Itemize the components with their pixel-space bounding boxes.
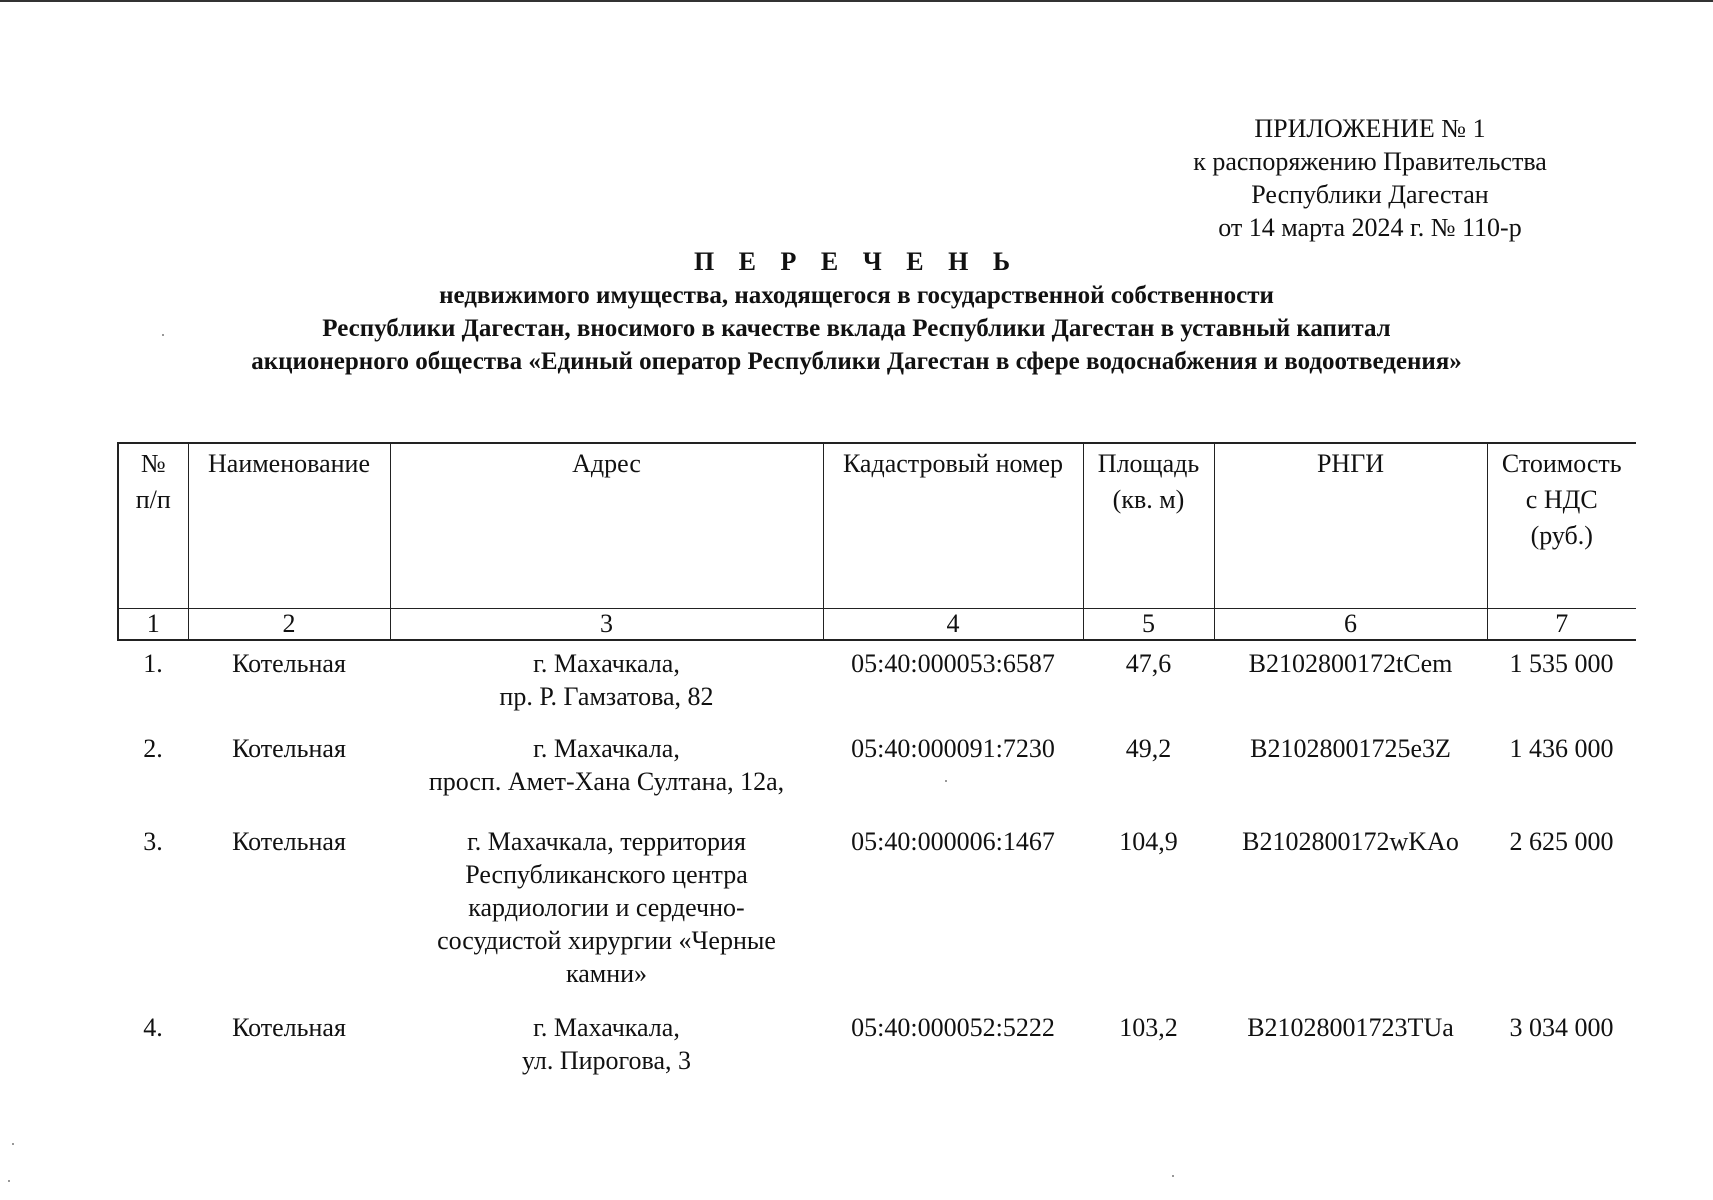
address-line: г. Махачкала, (533, 734, 680, 763)
subtitle-line-3: акционерного общества «Единый оператор Республики Дагестан в сфере водоснабжения и водоотведения» (251, 348, 1462, 375)
row-cost: 2 625 000 (1509, 827, 1614, 856)
row-cost: 1 535 000 (1509, 649, 1614, 678)
table-header-row (118, 443, 1636, 609)
column-number: 3 (390, 609, 823, 641)
row-name: Котельная (232, 649, 346, 678)
row-number: 3. (143, 827, 163, 856)
header-address-label: Адрес (572, 449, 641, 478)
header-rngi (1214, 443, 1487, 609)
header-name-label: Наименование (208, 449, 370, 478)
appendix-order-ref: к распоряжению Правительства (1193, 147, 1547, 176)
address-line: просп. Амет-Хана Султана, 12а, (428, 767, 785, 796)
header-cadastral (823, 443, 1083, 609)
row-address (390, 1005, 823, 1085)
header-cost-vat: с НДС (1525, 485, 1598, 514)
header-address (390, 443, 823, 609)
row-name: Котельная (232, 1013, 346, 1042)
header-rngi-label: РНГИ (1316, 449, 1385, 478)
scan-speck (12, 1143, 14, 1145)
address-line: г. Махачкала, территория (467, 827, 746, 856)
row-number: 1. (143, 649, 163, 678)
header-cost (1487, 443, 1636, 609)
row-area: 103,2 (1119, 1013, 1178, 1042)
row-rngi: В2102800172wKAo (1242, 827, 1459, 856)
column-number: 7 (1487, 609, 1636, 641)
header-number (118, 443, 188, 609)
address-line: кардиологии и сердечно- (468, 893, 745, 922)
header-area (1083, 443, 1214, 609)
document-subtitle (0, 279, 1713, 378)
row-cadastral: 05:40:000052:5222 (851, 1013, 1055, 1042)
header-name (188, 443, 390, 609)
header-cadastral-label: Кадастровый номер (842, 449, 1064, 478)
property-table (117, 442, 1636, 1085)
table-row (118, 640, 1636, 726)
address-line: сосудистой хирургии «Черные (437, 926, 776, 955)
row-name: Котельная (232, 734, 346, 763)
table-row (118, 819, 1636, 1005)
row-rngi: В21028001723TUa (1247, 1013, 1454, 1042)
row-address (390, 819, 823, 1005)
column-number: 5 (1083, 609, 1214, 641)
row-number: 2. (143, 734, 163, 763)
header-cost-label: Стоимость (1501, 449, 1622, 478)
row-name: Котельная (232, 827, 346, 856)
row-address (390, 640, 823, 726)
column-number: 4 (823, 609, 1083, 641)
address-line: ул. Пирогова, 3 (521, 1046, 691, 1075)
column-number: 1 (118, 609, 188, 641)
row-cost: 3 034 000 (1509, 1013, 1614, 1042)
header-area-label: Площадь (1097, 449, 1200, 478)
column-number: 2 (188, 609, 390, 641)
row-cadastral: 05:40:000006:1467 (851, 827, 1055, 856)
scan-speck (1172, 1175, 1174, 1177)
row-number: 4. (143, 1013, 163, 1042)
document-title: П Е Р Е Ч Е Н Ь (693, 247, 1020, 276)
table-row (118, 1005, 1636, 1085)
header-cost-unit: (руб.) (1530, 521, 1593, 550)
row-address (390, 726, 823, 819)
address-line: г. Махачкала, (533, 1013, 680, 1042)
row-cadastral: 05:40:000091:7230 (851, 734, 1055, 763)
row-cadastral: 05:40:000053:6587 (851, 649, 1055, 678)
column-number-row (118, 609, 1636, 641)
subtitle-line-1: недвижимого имущества, находящегося в государственной собственности (439, 282, 1274, 309)
table-row (118, 726, 1636, 819)
scan-speck (8, 1180, 10, 1182)
appendix-region: Республики Дагестан (1251, 180, 1489, 209)
address-line: пр. Р. Гамзатова, 82 (499, 682, 714, 711)
address-line: г. Махачкала, (533, 649, 680, 678)
appendix-date-number: от 14 марта 2024 г. № 110-р (1218, 213, 1522, 242)
appendix-title: ПРИЛОЖЕНИЕ № 1 (1254, 114, 1486, 143)
column-number: 6 (1214, 609, 1487, 641)
row-rngi: В2102800172tCem (1248, 649, 1453, 678)
address-line: Республиканского центра (465, 860, 748, 889)
row-rngi: В21028001725e3Z (1250, 734, 1451, 763)
header-number-symbol: № (140, 449, 166, 478)
scan-speck (162, 334, 164, 336)
row-cost: 1 436 000 (1509, 734, 1614, 763)
address-line: камни» (565, 959, 648, 988)
appendix-block (1150, 112, 1590, 244)
row-area: 47,6 (1125, 649, 1172, 678)
scan-top-edge (0, 0, 1713, 2)
row-area: 104,9 (1119, 827, 1178, 856)
scan-speck (945, 780, 947, 782)
header-area-unit: (кв. м) (1112, 485, 1185, 514)
header-number-abbr: п/п (135, 485, 171, 514)
row-area: 49,2 (1125, 734, 1172, 763)
subtitle-line-2: Республики Дагестан, вносимого в качестве вклада Республики Дагестан в уставный капитал (322, 315, 1391, 342)
